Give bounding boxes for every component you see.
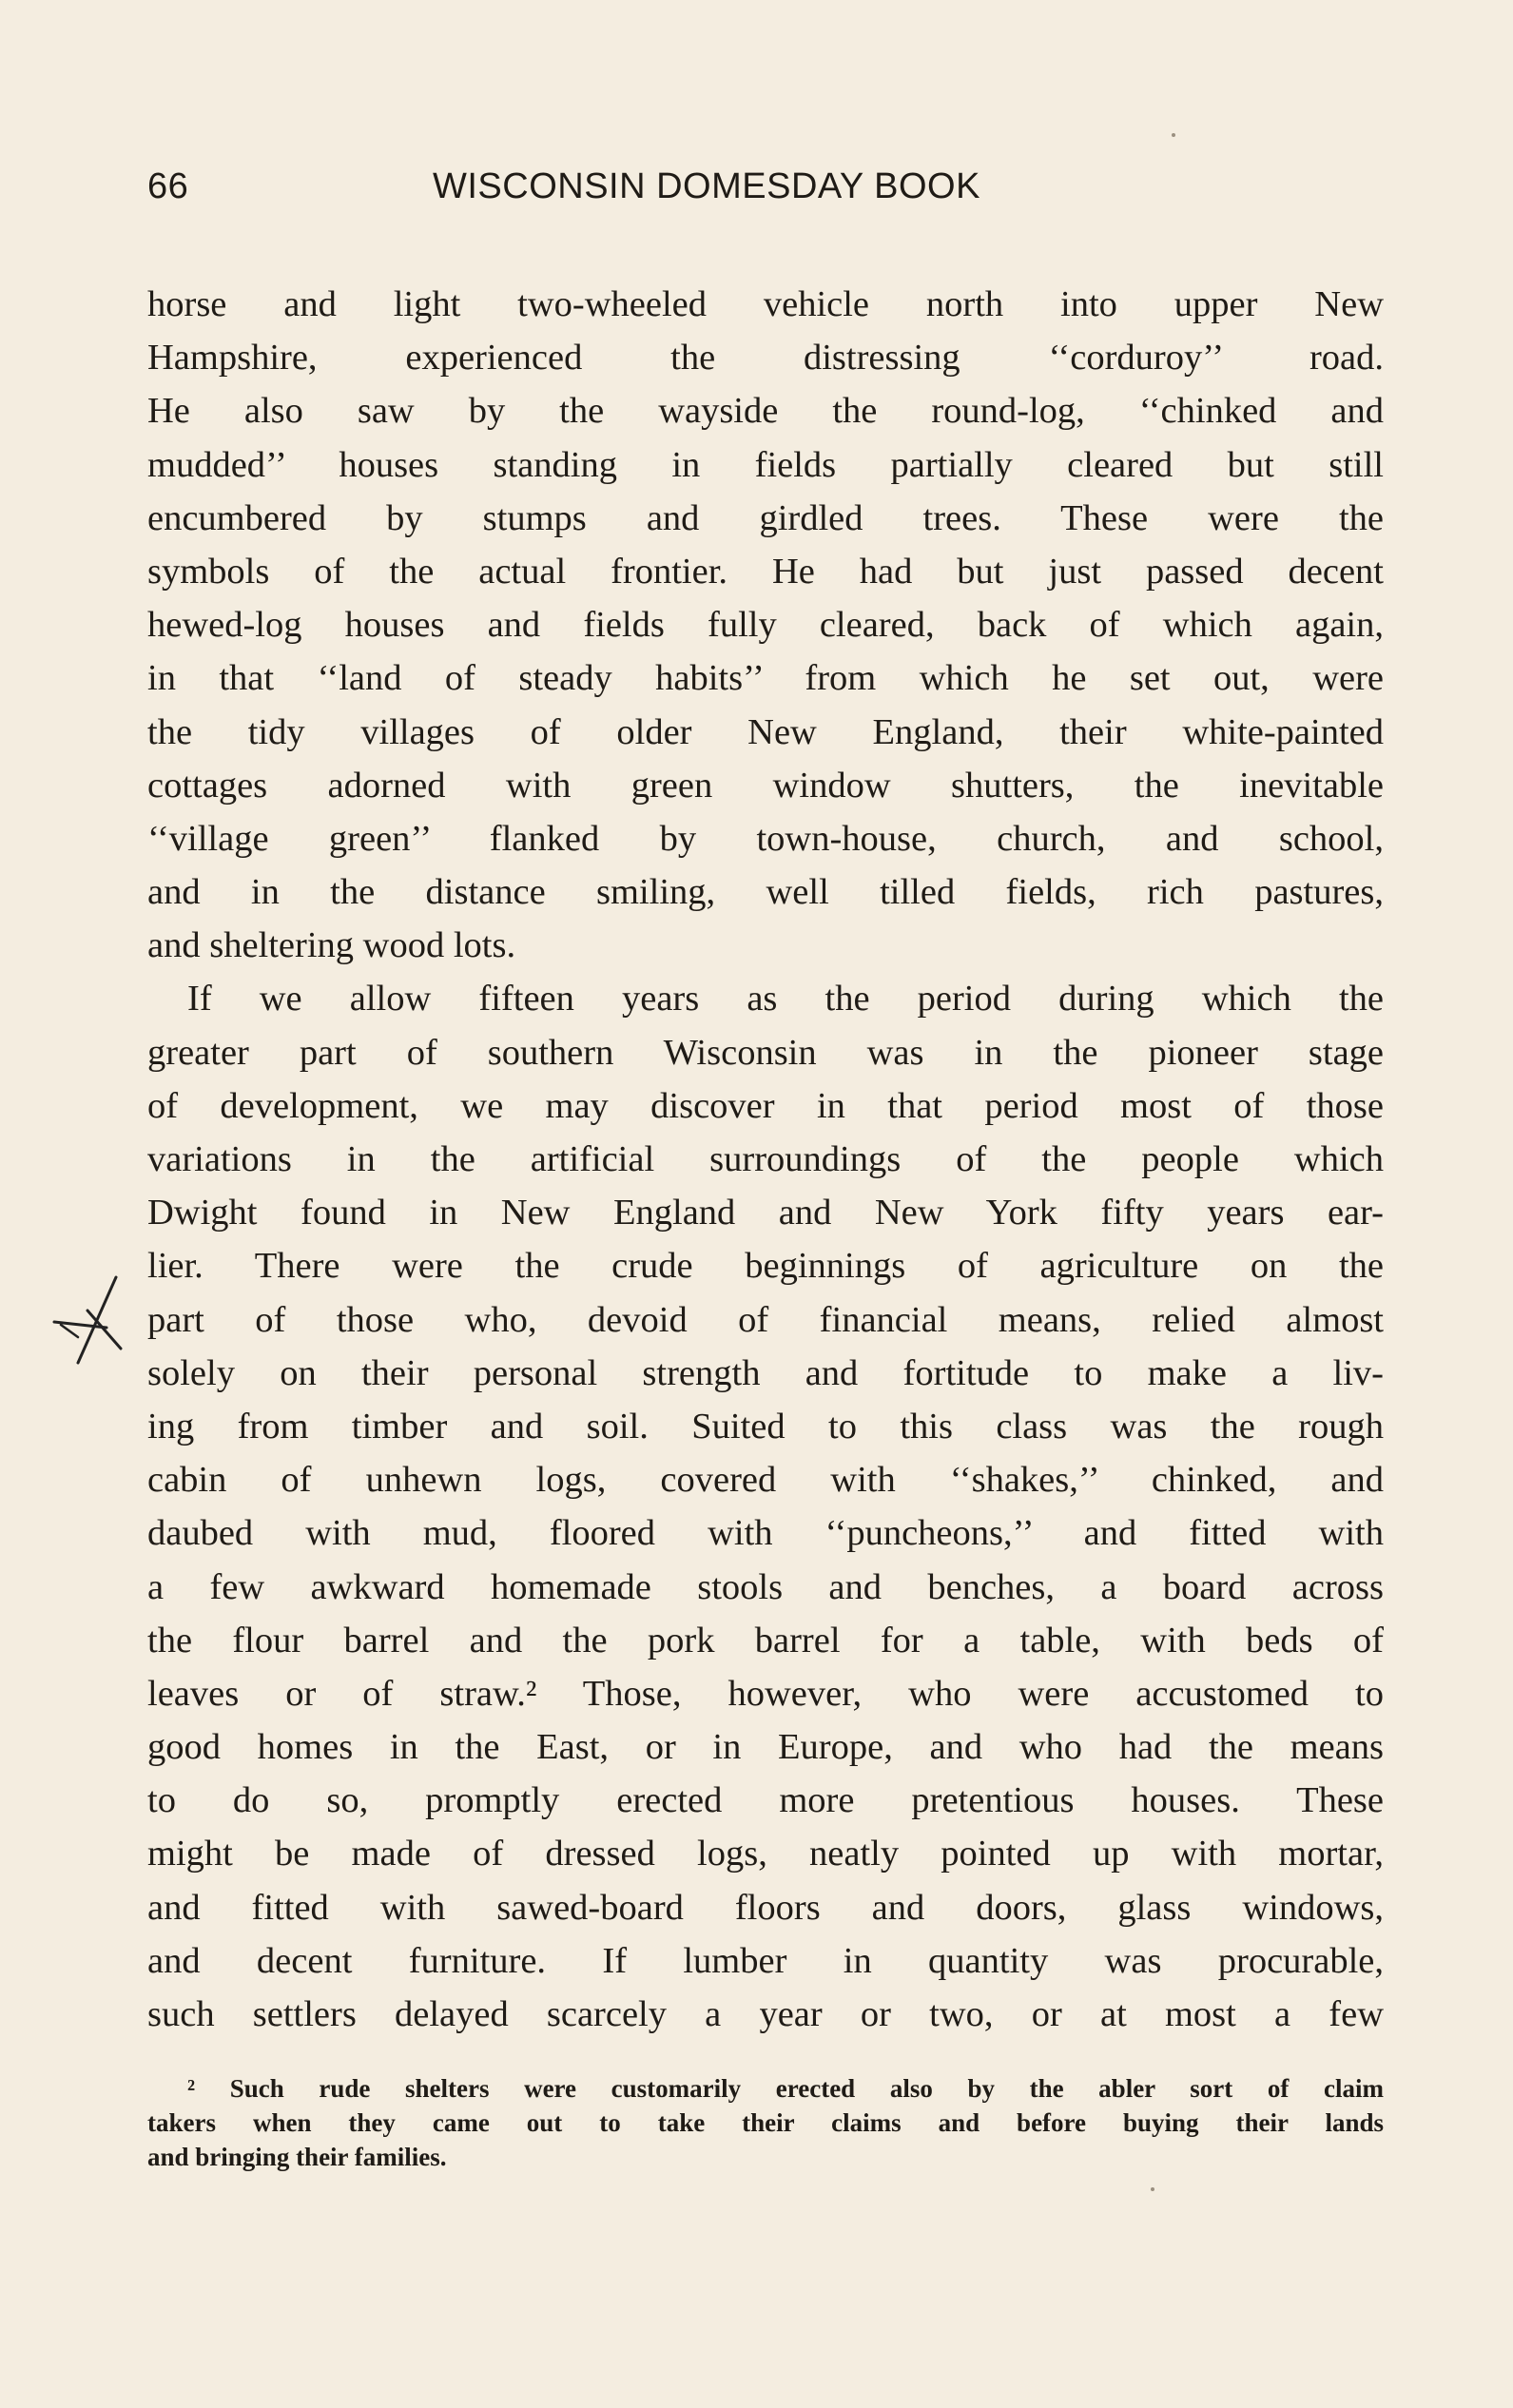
text-line: ‘‘village green’’ flanked by town-house, church, and school, [147,818,1384,859]
text-line: Hampshire, experienced the distressing ‘‘corduroy’’ road. [147,338,1384,379]
text-line: might be made of dressed logs, neatly pointed up with mortar, [147,1834,1384,1874]
text-line: solely on their personal strength and fortitude to make a liv- [147,1352,1384,1393]
text-line: ing from timber and soil. Suited to this class was the rough [147,1406,1384,1447]
text-line: in that ‘‘land of steady habits’’ from which he set out, were [147,658,1384,699]
text-line: variations in the artificial surroundings of the people which [147,1139,1384,1179]
text-line: lier. There were the crude beginnings of agriculture on the [147,1246,1384,1287]
text-line: daubed with mud, floored with ‘‘puncheons,’’ and fitted with [147,1513,1384,1554]
text-line: cabin of unhewn logs, covered with ‘‘shakes,’’ chinked, and [147,1460,1384,1501]
text-line: such settlers delayed scarcely a year or two, or at most a few [147,1994,1384,2034]
text-line: leaves or of straw.² Those, however, who were accustomed to [147,1673,1384,1714]
text-line: hewed-log houses and fields fully cleared, back of which again, [147,605,1384,646]
footnote [147,2071,1384,2174]
text-line: horse and light two-wheeled vehicle north into upper New [147,284,1384,324]
text-line: and fitted with sawed-board floors and doors, glass windows, [147,1887,1384,1928]
text-line: and decent furniture. If lumber in quantity was procurable, [147,1940,1384,1981]
handwritten-asterisk-mark [49,1272,135,1377]
footnote-line: takers when they came out to take their claims and before buying their lands [147,2108,1384,2137]
body-text [147,278,1384,2041]
text-line: a few awkward homemade stools and benches, a board across [147,1566,1384,1607]
text-line: good homes in the East, or in Europe, and who had the means [147,1727,1384,1768]
page-header [147,166,1384,223]
text-line: of development, we may discover in that period most of those [147,1085,1384,1126]
page-number: 66 [147,166,189,206]
text-line: the flour barrel and the pork barrel for a table, with beds of [147,1620,1384,1660]
text-line: greater part of southern Wisconsin was in the pioneer stage [147,1032,1384,1073]
footnote-line: and bringing their families. [147,2143,447,2171]
text-line: part of those who, devoid of financial means, relied almost [147,1299,1384,1340]
text-line: symbols of the actual frontier. He had but just passed decent [147,551,1384,592]
text-line: and sheltering wood lots. [147,925,516,966]
running-head: WISCONSIN DOMESDAY BOOK [433,166,980,206]
text-line: to do so, promptly erected more pretentious houses. These [147,1780,1384,1821]
paper-speck [1172,133,1175,137]
text-line: and in the distance smiling, well tilled fields, rich pastures, [147,872,1384,913]
paper-speck [1151,2187,1154,2191]
text-line: He also saw by the wayside the round-log, ‘‘chinked and [147,391,1384,432]
text-line: Dwight found in New England and New York fifty years ear- [147,1193,1384,1233]
text-line: the tidy villages of older New England, their white-painted [147,711,1384,752]
footnote-line: ² Such rude shelters were customarily erected also by the abler sort of claim [187,2074,1384,2103]
text-line: encumbered by stumps and girdled trees. These were the [147,497,1384,538]
text-line: cottages adorned with green window shutters, the inevitable [147,765,1384,806]
text-line: mudded’’ houses standing in fields partially cleared but still [147,444,1384,485]
text-line: If we allow fifteen years as the period during which the [187,979,1384,1020]
